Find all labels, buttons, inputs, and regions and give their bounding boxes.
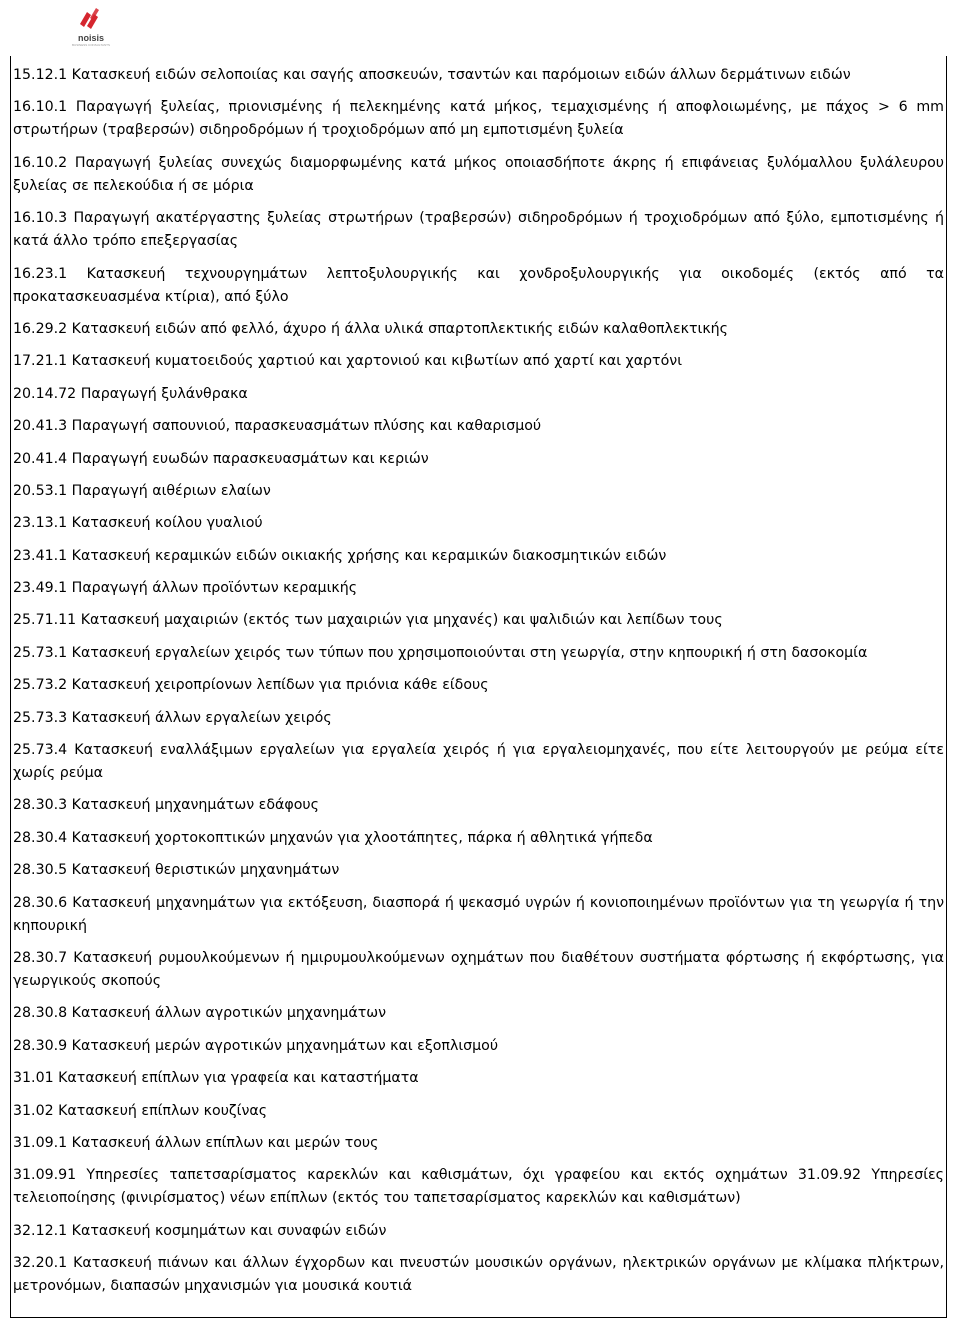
logo-brand-text: noisis bbox=[77, 33, 105, 43]
activity-entry: 15.12.1 Κατασκευή ειδών σελοποιίας και σαγής αποσκευών, τσαντών και παρόμοιων ειδών άλλων δερμάτινων ειδών bbox=[13, 67, 851, 83]
activity-entry: 25.73.4 Κατασκευή εναλλάξιμων εργαλείων για εργαλεία χειρός ή για εργαλειομηχανές, που είτε λειτουργούν με ρεύμα είτε χωρίς ρεύμα bbox=[13, 742, 944, 782]
activity-list-box bbox=[10, 56, 947, 1318]
activity-entry: 31.09.91 Υπηρεσίες ταπετσαρίσματος καρεκλών και καθισμάτων, όχι γραφείου και εκτός οχημάτων 31.09.92 Υπηρεσίες τελειοποίησης (φινιρίσματος) νέων επίπλων (εκτός του ταπετσαρίσματος καρεκλών και καθισμάτων) bbox=[13, 1167, 944, 1207]
activity-entry: 25.73.2 Κατασκευή χειροπρίονων λεπίδων για πριόνια κάθε είδους bbox=[13, 677, 489, 694]
activity-entry: 20.41.3 Παραγωγή σαπουνιού, παρασκευασμάτων πλύσης και καθαρισμού bbox=[13, 418, 542, 435]
activity-code-list bbox=[11, 56, 946, 1298]
activity-entry: 23.41.1 Κατασκευή κεραμικών ειδών οικιακής χρήσης και κεραμικών διακοσμητικών ειδών bbox=[13, 547, 667, 564]
logo-tagline-text: BUSINESS CONSULTANTS bbox=[72, 43, 110, 47]
activity-entry: 32.12.1 Κατασκευή κοσμημάτων και συναφών ειδών bbox=[13, 1222, 387, 1239]
activity-entry: 16.23.1 Κατασκευή τεχνουργημάτων λεπτοξυλουργικής και χονδροξυλουργικής για οικοδομές (εκτός από τα προκατασκευασμένα κτίρια), από ξύλο bbox=[13, 265, 944, 305]
activity-entry: 23.13.1 Κατασκευή κοίλου γυαλιού bbox=[13, 515, 263, 532]
activity-entry: 28.30.5 Κατασκευή θεριστικών μηχανημάτων bbox=[13, 862, 340, 879]
activity-entry: 16.10.3 Παραγωγή ακατέργαστης ξυλείας στρωτήρων (τραβερσών) σιδηροδρόμων ή τροχιοδρόμων από ξύλο, εμποτισμένης ή κατά άλλο τρόπο επεξεργασίας bbox=[13, 210, 944, 250]
activity-entry: 20.41.4 Παραγωγή ευωδών παρασκευασμάτων και κεριών bbox=[13, 450, 429, 467]
activity-entry: 28.30.3 Κατασκευή μηχανημάτων εδάφους bbox=[13, 797, 319, 814]
activity-entry: 16.29.2 Κατασκευή ειδών από φελλό, άχυρο ή άλλα υλικά σπαρτοπλεκτικής ειδών καλαθοπλεκτικής bbox=[13, 320, 728, 337]
activity-entry: 20.14.72 Παραγωγή ξυλάνθρακα bbox=[13, 385, 248, 402]
noisis-logo-mark-icon bbox=[80, 8, 99, 29]
activity-entry: 17.21.1 Κατασκευή κυματοειδούς χαρτιού και χαρτονιού και κιβωτίων από χαρτί και χαρτόνι bbox=[13, 353, 683, 370]
activity-entry: 25.73.3 Κατασκευή άλλων εργαλείων χειρός bbox=[13, 709, 332, 726]
activity-entry: 28.30.8 Κατασκευή άλλων αγροτικών μηχανημάτων bbox=[13, 1005, 387, 1022]
activity-entry: 25.73.1 Κατασκευή εργαλείων χειρός των τύπων που χρησιμοποιούνται στη γεωργία, στην κηπουρική ή στη δασοκομία bbox=[13, 644, 868, 661]
activity-entry: 32.20.1 Κατασκευή πιάνων και άλλων έγχορδων και πνευστών μουσικών οργάνων, ηλεκτρικών οργάνων με κλίμακα πλήκτρων, μετρονόμων, διαπασών μηχανισμών για μουσικά κουτιά bbox=[13, 1255, 944, 1295]
activity-entry: 28.30.4 Κατασκευή χορτοκοπτικών μηχανών για χλοοτάπητες, πάρκα ή αθλητικά γήπεδα bbox=[13, 829, 653, 846]
activity-entry: 16.10.1 Παραγωγή ξυλείας, πριονισμένης ή πελεκημένης κατά μήκος, τεμαχισμένης ή αποφλοιωμένης, με πάχος > 6 mm στρωτήρων (τραβερσών) σιδηροδρόμων ή τροχιοδρόμων από μη εμποτισμένη ξυλεία bbox=[13, 99, 944, 139]
activity-entry: 28.30.7 Κατασκευή ρυμουλκούμενων ή ημιρυμουλκούμενων οχημάτων που διαθέτουν συστήματα φόρτωσης ή εκφόρτωσης, για γεωργικούς σκοπούς bbox=[13, 949, 944, 989]
activity-entry: 31.02 Κατασκευή επίπλων κουζίνας bbox=[13, 1102, 268, 1119]
activity-entry: 31.01 Κατασκευή επίπλων για γραφεία και καταστήματα bbox=[13, 1070, 419, 1087]
noisis-logo bbox=[68, 4, 114, 50]
activity-entry: 20.53.1 Παραγωγή αιθέριων ελαίων bbox=[13, 482, 271, 499]
activity-entry: 31.09.1 Κατασκευή άλλων επίπλων και μερών τους bbox=[13, 1134, 379, 1151]
activity-entry: 23.49.1 Παραγωγή άλλων προϊόντων κεραμικής bbox=[13, 580, 358, 597]
activity-entry: 28.30.9 Κατασκευή μερών αγροτικών μηχανημάτων και εξοπλισμού bbox=[13, 1037, 499, 1054]
page-header bbox=[0, 0, 960, 56]
activity-entry: 16.10.2 Παραγωγή ξυλείας συνεχώς διαμορφωμένης κατά μήκος οποιασδήποτε άκρης ή επιφάνειας ξυλόμαλλου ξυλάλευρου ξυλείας σε πελεκούδια ή σε μόρια bbox=[13, 154, 944, 194]
activity-entry: 28.30.6 Κατασκευή μηχανημάτων για εκτόξευση, διασπορά ή ψεκασμό υγρών ή κονιοποιημένων προϊόντων για τη γεωργία ή την κηπουρική bbox=[13, 894, 944, 934]
activity-entry: 25.71.11 Κατασκευή μαχαιριών (εκτός των μαχαιριών για μηχανές) και ψαλιδιών και λεπίδων τους bbox=[13, 612, 723, 629]
